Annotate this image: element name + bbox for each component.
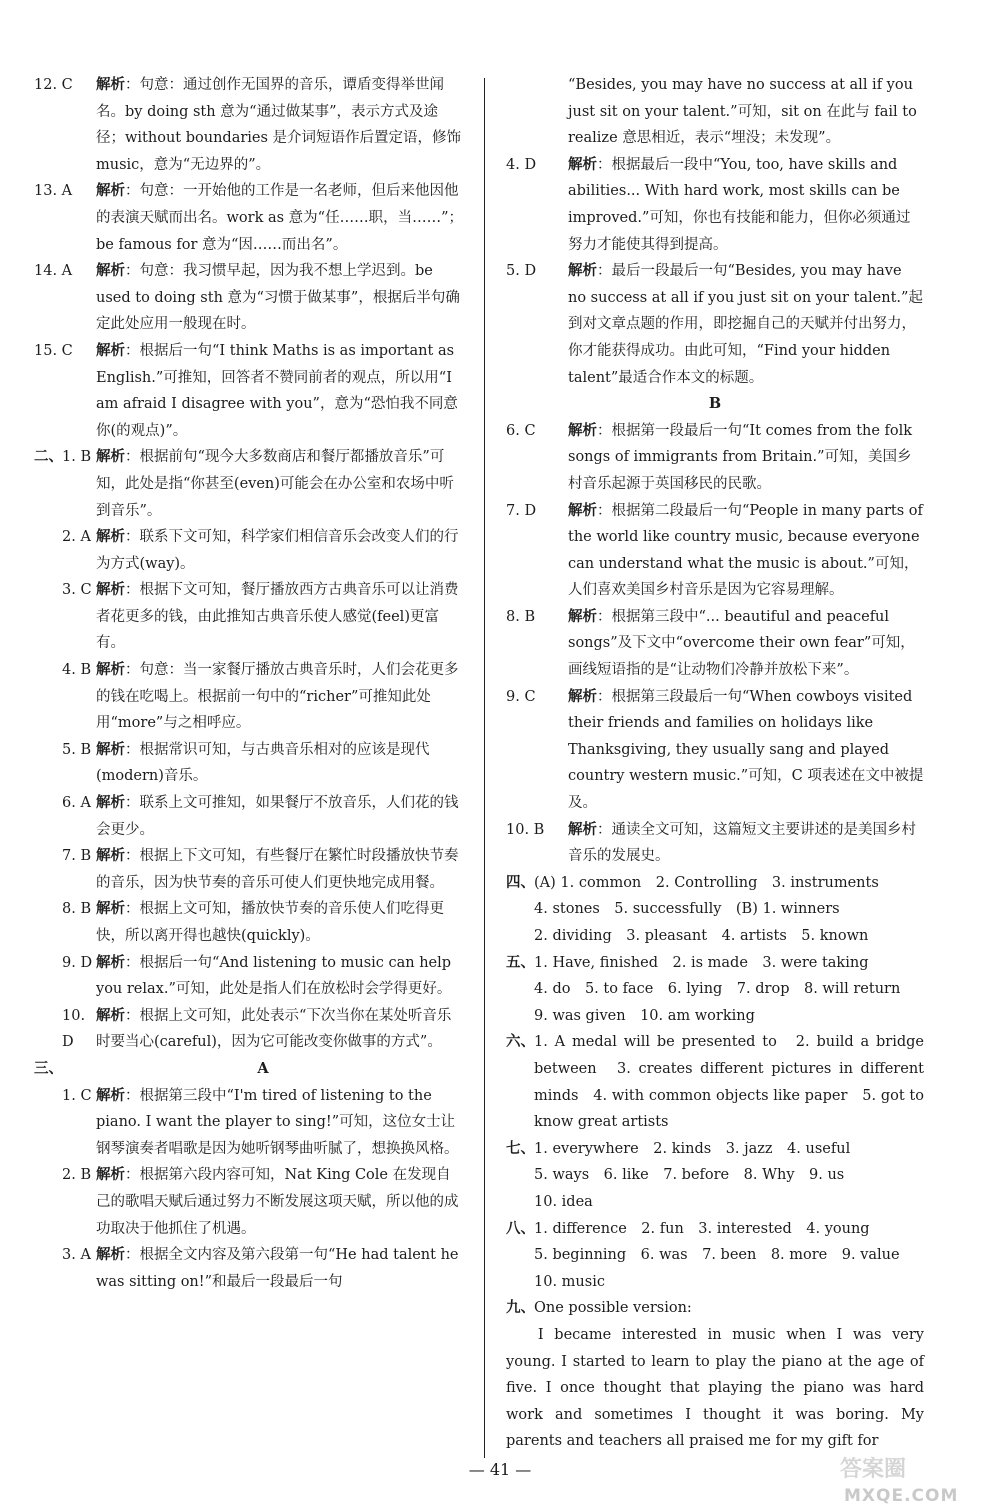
section-9 <box>506 1295 924 1322</box>
answer-explanation <box>96 790 464 843</box>
answer-explanation <box>96 896 464 949</box>
answer-explanation <box>96 950 464 1003</box>
answer-explanation <box>96 1003 464 1056</box>
answer-list-part3 <box>62 1083 464 1296</box>
explanation-text: ：通读全文可知，这篇短文主要讲述的是美国乡村音乐的发展史。 <box>568 821 916 865</box>
explanation-label: 解析 <box>96 182 125 200</box>
answer-line: 1. Have, finished 2. is made 3. were taking <box>534 954 869 971</box>
explanation-label: 解析 <box>96 794 125 812</box>
answer-number: 7. D <box>506 502 537 519</box>
section-8 <box>506 1216 924 1296</box>
answer-item <box>62 790 464 843</box>
answer-explanation <box>96 577 464 657</box>
explanation-text: ：根据最后一段中“You, too, have skills and abilities... With hard work, most skills can be improved.”可知，你也有技能和能力，但你必须通过努力才能使其得到提高。 <box>568 156 911 253</box>
answer-list-b <box>506 418 924 870</box>
explanation-text: ：句意：当一家餐厅播放古典音乐时，人们会花更多的钱在吃喝上。根据前一句中的“richer”可推知此处用“more”与之相呼应。 <box>96 662 459 732</box>
explanation-label: 解析 <box>568 687 597 705</box>
explanation-text: ：根据第三段中“... beautiful and peaceful songs”及下文中“overcome their own fear”可知，画线短语指的是“让动物们冷静并放松下来”。 <box>568 608 915 679</box>
explanation-text: ：根据第二段最后一句“People in many parts of the world like country music, because everyone can understand what the music is about.”可知，人们喜欢美国乡村音乐是因为它容易理解。 <box>568 502 923 599</box>
answer-explanation <box>568 418 924 498</box>
explanation-label: 解析 <box>96 528 125 546</box>
answer-explanation <box>96 524 464 577</box>
answer-number: 5. D <box>506 263 537 280</box>
answer-number: 8. B <box>62 901 92 918</box>
answer-number: 3. A <box>62 1247 91 1264</box>
explanation-label: 解析 <box>568 607 597 625</box>
explanation-label: 解析 <box>96 953 125 971</box>
answer-explanation <box>96 657 464 737</box>
answer-line: (A) 1. common 2. Controlling 3. instruments <box>534 874 879 891</box>
answer-item <box>62 1003 464 1056</box>
explanation-label: 解析 <box>96 448 125 466</box>
answer-explanation <box>96 258 464 338</box>
page-number: — 41 — <box>468 1460 532 1479</box>
answer-explanation <box>96 843 464 896</box>
explanation-label: 解析 <box>96 341 125 359</box>
answer-explanation <box>96 338 464 444</box>
answer-number: 2. A <box>62 529 91 546</box>
answer-number: 6. A <box>62 795 91 812</box>
section-5 <box>506 950 924 1030</box>
section-6 <box>506 1029 924 1135</box>
answer-item <box>34 258 464 338</box>
column-divider <box>484 78 485 1458</box>
section-2-label: 二、 <box>34 448 63 466</box>
watermark-text: MXQE.COM <box>844 1486 959 1506</box>
explanation-text: ：句意：我习惯早起，因为我不想上学迟到。be used to doing sth 意为“习惯于做某事”，根据后半句确定此处应用一般现在时。 <box>96 263 460 333</box>
section-6-label: 六、 <box>506 1033 535 1051</box>
answer-item <box>62 737 464 790</box>
explanation-label: 解析 <box>96 661 125 679</box>
answer-number: 4. B <box>62 662 92 679</box>
watermark-cn: 答案圈 <box>840 1457 907 1482</box>
essay-title: One possible version: <box>534 1300 692 1317</box>
answer-explanation <box>96 444 464 524</box>
explanation-label: 解析 <box>96 1086 125 1104</box>
explanation-text: ：根据上下文可知，有些餐厅在繁忙时段播放快节奏的音乐，因为快节奏的音乐可使人们更快地完成用餐。 <box>96 848 459 891</box>
explanation-text: ：句意：一开始他的工作是一名老师，但后来他因他的表演天赋而出名。work as 意为“任……职，当……”；be famous for 意为“因……而出名”。 <box>96 183 463 253</box>
explanation-text: ：根据第三段中“I'm tired of listening to the piano. I want the player to sing!”可知，这位女士让钢琴演奏者唱歌是因为她听钢琴曲听腻了，想换换风格。 <box>96 1087 459 1157</box>
answer-number: 9. D <box>62 954 93 971</box>
answer-line: 5. beginning 6. was 7. been 8. more 9. value <box>534 1247 900 1264</box>
answer-number: 9. C <box>506 688 536 705</box>
section-9-label: 九、 <box>506 1299 535 1317</box>
answer-explanation <box>568 684 924 817</box>
explanation-label: 解析 <box>96 847 125 865</box>
answer-number: 14. A <box>34 263 73 280</box>
explanation-label: 解析 <box>96 1246 125 1264</box>
answer-line: 2. dividing 3. pleasant 4. artists 5. known <box>534 928 869 944</box>
answer-number: 8. B <box>506 608 536 625</box>
answer-line: 10. music <box>534 1273 605 1290</box>
explanation-label: 解析 <box>96 581 125 599</box>
answer-number: 13. A <box>34 183 73 200</box>
explanation-text: ：根据后一句“I think Maths is as important as English.”可推知，回答者不赞同前者的观点，所以用“I am afraid I disagree with you”，意为“恐怕我不同意你(的观点)”。 <box>96 342 458 439</box>
answer-number: 12. C <box>34 77 73 93</box>
passage-a-heading: A <box>257 1059 269 1077</box>
answer-item <box>62 524 464 577</box>
answer-explanation <box>568 817 924 870</box>
explanation-label: 解析 <box>568 262 597 280</box>
explanation-text: ：根据上文可知，播放快节奏的音乐使人们吃得更快，所以离开得也越快(quickly)。 <box>96 901 444 944</box>
answer-number: 1. C <box>62 1087 92 1104</box>
answer-list-part1 <box>34 72 464 444</box>
answer-item <box>506 152 924 258</box>
answer-item <box>62 577 464 657</box>
answer-item <box>62 896 464 949</box>
section-4 <box>506 870 924 950</box>
explanation-label: 解析 <box>568 501 597 519</box>
explanation-label: 解析 <box>568 421 597 439</box>
answer-number: 6. C <box>506 422 536 439</box>
explanation-text: ：最后一段最后一句“Besides, you may have no success at all if you just sit on your talent.”起到对文章点题的作用，即挖掘自己的天赋并付出努力，你才能获得成功。由此可知，“Find your hidden talent”最适合作本文的标题。 <box>568 263 923 386</box>
answer-number: 1. B <box>62 449 92 466</box>
explanation-text: ：联系上文可推知，如果餐厅不放音乐，人们花的钱会更少。 <box>96 795 459 838</box>
answer-line: 9. was given 10. am working <box>534 1007 755 1024</box>
answer-number: 2. B <box>62 1167 92 1184</box>
answer-list-a <box>506 152 924 391</box>
section-7-label: 七、 <box>506 1139 535 1157</box>
answer-line: 4. stones 5. successfully (B) 1. winners <box>534 901 840 918</box>
answer-explanation <box>96 1242 464 1295</box>
answer-item <box>62 657 464 737</box>
answer-explanation <box>96 737 464 790</box>
answer-item <box>506 498 924 604</box>
answer-item <box>506 684 924 817</box>
explanation-text: ：根据前句“现今大多数商店和餐厅都播放音乐”可知，此处是指“你甚至(even)可能会在办公室和农场中听到音乐”。 <box>96 449 454 519</box>
explanation-text: ：根据常识可知，与古典音乐相对的应该是现代(modern)音乐。 <box>96 741 430 785</box>
explanation-label: 解析 <box>96 900 125 918</box>
answer-explanation <box>96 1083 464 1163</box>
answer-number: 10. B <box>506 821 545 838</box>
passage-b-heading: B <box>708 395 722 413</box>
explanation-label: 解析 <box>96 76 125 93</box>
explanation-text: ：根据下文可知，餐厅播放西方古典音乐可以让消费者花更多的钱，由此推知古典音乐使人感觉(feel)更富有。 <box>96 582 459 652</box>
answer-item <box>62 1083 464 1163</box>
answer-explanation <box>96 72 464 178</box>
answer-explanation <box>568 152 924 258</box>
section-3 <box>34 1056 464 1295</box>
section-4-label: 四、 <box>506 873 535 891</box>
explanation-label: 解析 <box>568 820 597 838</box>
answer-item <box>62 843 464 896</box>
answer-line: 1. everywhere 2. kinds 3. jazz 4. useful <box>534 1140 851 1157</box>
section-8-label: 八、 <box>506 1219 535 1237</box>
explanation-text: ：根据第三段最后一句“When cowboys visited their friends and families on holidays like Thanksgiving, they usually sang and played country western music.”可知，C 项表述在文中被提及。 <box>568 688 924 812</box>
answer-number: 3. C <box>62 582 92 599</box>
answer-list-part2 <box>62 444 464 1056</box>
explanation-text: ：根据上文可知，此处表示“下次当你在某处听音乐时要当心(careful)，因为它可能改变你做事的方式”。 <box>96 1007 452 1051</box>
continued-explanation: “Besides, you may have no success at all if you just sit on your talent.”可知，sit on 在此与 fail to realize 意思相近，表示“埋没；未发现”。 <box>568 77 917 147</box>
explanation-text: ：句意：通过创作无国界的音乐，谭盾变得举世闻名。by doing sth 意为“通过做某事”，表示方式及途径；without boundaries 是介词短语作后置定语，修饰 music，意为“无边界的”。 <box>96 77 462 173</box>
answer-item <box>62 950 464 1003</box>
explanation-label: 解析 <box>568 155 597 173</box>
section-3-label: 三、 <box>34 1059 63 1077</box>
answer-number: 10. D <box>62 1007 86 1051</box>
watermark-logo <box>836 1452 986 1508</box>
answer-item <box>62 1162 464 1242</box>
section-6-text: 1. A medal will be presented to 2. build a bridge between 3. creates different pictures in different minds 4. with common objects like paper 5. got to know great artists <box>534 1034 924 1131</box>
section-7 <box>506 1136 924 1216</box>
essay-text: I became interested in music when I was very young. I started to learn to play the piano at the age of five. I once thought that playing the piano was hard work and sometimes I thought it was boring. My parents and teachers all praised me for my gift for <box>506 1326 924 1450</box>
answer-explanation <box>568 498 924 604</box>
answer-item <box>34 178 464 258</box>
answer-item <box>506 418 924 498</box>
answer-explanation <box>96 178 464 258</box>
explanation-label: 解析 <box>96 1166 125 1184</box>
explanation-text: ：根据第六段内容可知，Nat King Cole 在发现自己的歌唱天赋后通过努力不断发展这项天赋，所以他的成功取决于他抓住了机遇。 <box>96 1167 459 1237</box>
answer-line: 4. do 5. to face 6. lying 7. drop 8. will return <box>534 981 901 998</box>
explanation-label: 解析 <box>96 262 125 280</box>
answer-line: 10. idea <box>534 1193 593 1210</box>
explanation-text: ：根据后一句“And listening to music can help you relax.”可知，此处是指人们在放松时会学得更好。 <box>96 954 452 998</box>
answer-item <box>62 1242 464 1295</box>
explanation-text: ：根据第一段最后一句“It comes from the folk songs of immigrants from Britain.”可知，美国乡村音乐起源于英国移民的民歌。 <box>568 422 913 492</box>
explanation-text: ：根据全文内容及第六段第一句“He had talent he was sitting on!”和最后一段最后一句 <box>96 1247 459 1290</box>
left-column <box>34 72 464 1295</box>
answer-line: 5. ways 6. like 7. before 8. Why 9. us <box>534 1167 845 1184</box>
explanation-label: 解析 <box>96 740 125 758</box>
answer-line: 1. difference 2. fun 3. interested 4. young <box>534 1220 870 1237</box>
continued-text <box>506 72 924 152</box>
answer-item <box>34 338 464 444</box>
answer-item <box>62 444 464 524</box>
explanation-label: 解析 <box>96 1006 125 1024</box>
answer-item <box>506 258 924 391</box>
answer-item <box>506 604 924 684</box>
answer-number: 7. B <box>62 848 92 865</box>
answer-number: 4. D <box>506 156 537 173</box>
explanation-text: ：联系下文可知，科学家们相信音乐会改变人们的行为方式(way)。 <box>96 529 459 572</box>
essay-block <box>506 1322 924 1455</box>
answer-number: 15. C <box>34 342 73 359</box>
answer-item <box>506 817 924 870</box>
right-column <box>506 72 924 1455</box>
section-2 <box>34 444 464 1056</box>
answer-number: 5. B <box>62 741 92 758</box>
answer-item <box>34 72 464 178</box>
answer-explanation <box>568 258 924 391</box>
section-5-label: 五、 <box>506 953 535 971</box>
answer-explanation <box>96 1162 464 1242</box>
answer-explanation <box>568 604 924 684</box>
